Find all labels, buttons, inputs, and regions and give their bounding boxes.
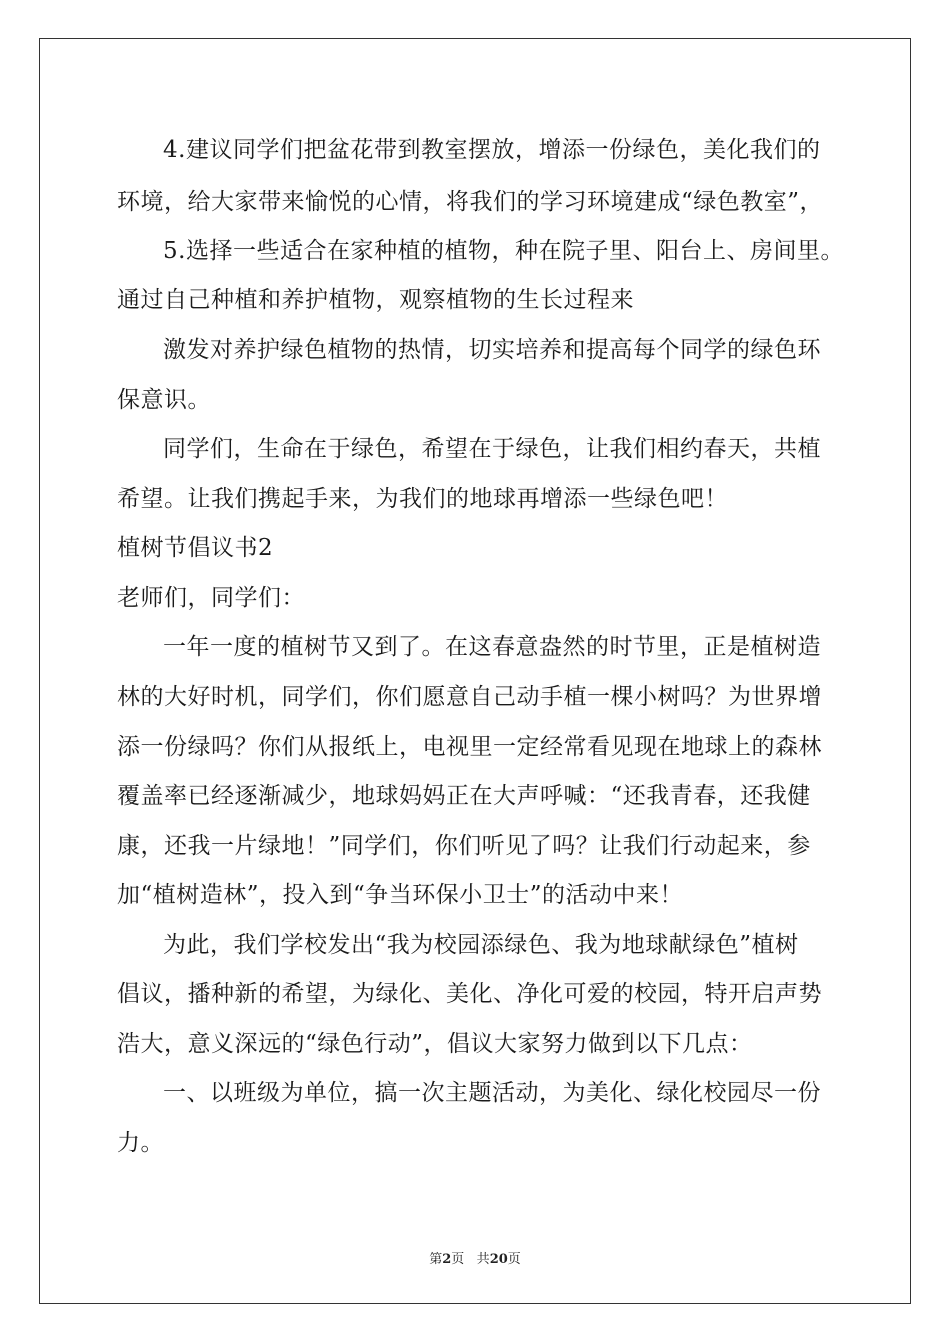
page-border <box>39 38 911 1304</box>
text-line: 浩大，意义深远的“绿色行动”，倡议大家努力做到以下几点： <box>117 1031 753 1057</box>
text-line: 力。 <box>117 1130 164 1156</box>
page-prefix: 第 <box>429 1252 443 1267</box>
page-footer <box>0 1248 950 1267</box>
page-suffix: 页 <box>451 1252 465 1267</box>
text-line: 加“植树造林”，投入到“争当环保小卫士”的活动中来！ <box>117 882 684 908</box>
text-line: 同学们，生命在于绿色，希望在于绿色，让我们相约春天，共植 <box>163 436 821 462</box>
salutation: 老师们，同学们： <box>117 585 305 611</box>
text-line: 希望。让我们携起手来，为我们的地球再增添一些绿色吧！ <box>117 486 728 512</box>
text-line: 为此，我们学校发出“我为校园添绿色、我为地球献绿色”植树 <box>163 932 799 958</box>
page-number: 2 <box>442 1252 452 1267</box>
text-line: 林的大好时机，同学们，你们愿意自己动手植一棵小树吗？为世界增 <box>117 684 822 710</box>
text-line: 一年一度的植树节又到了。在这春意盎然的时节里，正是植树造 <box>163 634 821 660</box>
total-suffix: 页 <box>507 1252 521 1267</box>
text-line: 保意识。 <box>117 387 211 413</box>
text-line: 通过自己种植和养护植物，观察植物的生长过程来 <box>117 287 634 313</box>
text-line: 激发对养护绿色植物的热情，切实培养和提高每个同学的绿色环 <box>163 337 821 363</box>
text-line: 覆盖率已经逐渐减少，地球妈妈正在大声呼喊：“还我青春，还我健 <box>117 783 811 809</box>
total-pages: 20 <box>489 1252 508 1267</box>
text-line: 康，还我一片绿地！”同学们，你们听见了吗？让我们行动起来，参 <box>117 833 811 859</box>
section-heading: 植树节倡议书2 <box>117 535 274 561</box>
total-prefix: 共 <box>476 1252 490 1267</box>
text-line: 环境，给大家带来愉悦的心情，将我们的学习环境建成“绿色教室”， <box>117 189 824 215</box>
text-line: 4.建议同学们把盆花带到教室摆放，增添一份绿色，美化我们的 <box>163 137 821 163</box>
text-line: 5.选择一些适合在家种植的植物，种在院子里、阳台上、房间里。 <box>163 238 844 264</box>
text-line: 倡议，播种新的希望，为绿化、美化、净化可爱的校园，特开启声势 <box>117 981 822 1007</box>
text-line: 添一份绿吗？你们从报纸上，电视里一定经常看见现在地球上的森林 <box>117 734 822 760</box>
text-line: 一、以班级为单位，搞一次主题活动，为美化、绿化校园尽一份 <box>163 1080 821 1106</box>
